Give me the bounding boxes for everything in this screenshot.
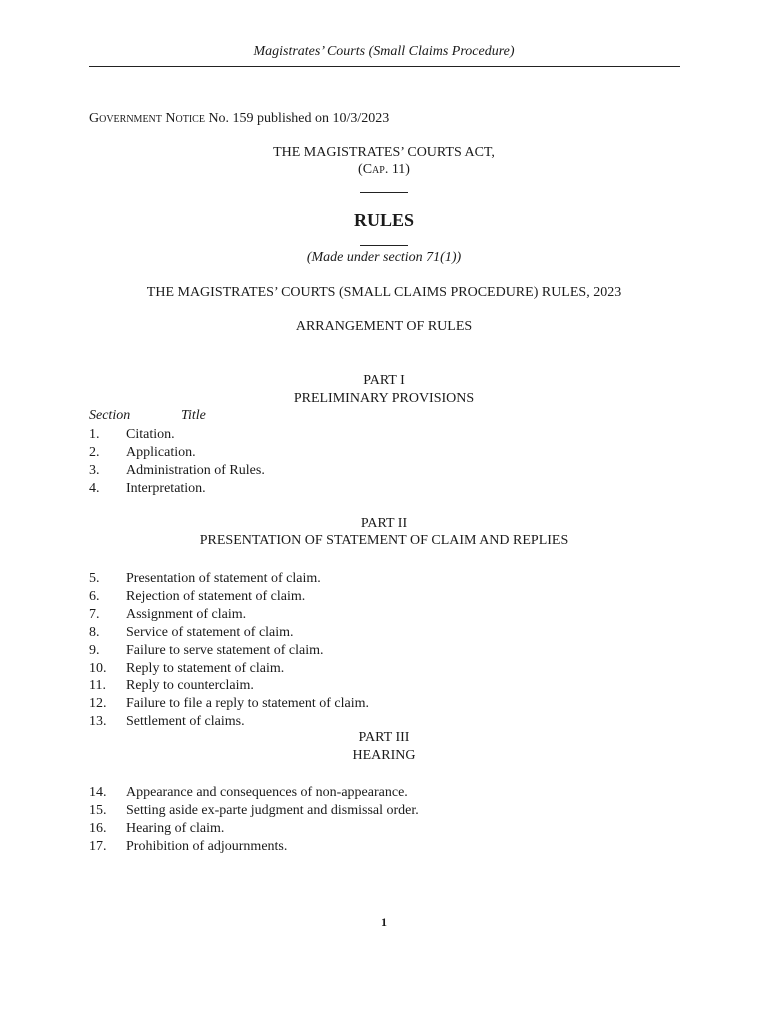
rule-title: Failure to serve statement of claim. — [126, 642, 324, 658]
rule-title: Administration of Rules. — [126, 462, 265, 478]
rule-number: 13. — [89, 714, 107, 730]
rule-number: 5. — [89, 571, 100, 586]
rule-item — [89, 588, 369, 606]
rule-title: Hearing of claim. — [126, 820, 225, 836]
rule-item — [89, 713, 369, 731]
rule-item — [89, 784, 419, 802]
rule-title: Interpretation. — [126, 480, 206, 496]
rule-title: Service of statement of claim. — [126, 624, 294, 640]
rule-number: 4. — [89, 480, 100, 496]
rule-number: 14. — [89, 785, 107, 800]
rule-title: Application. — [126, 444, 196, 460]
rule-item — [89, 802, 419, 820]
cap-open: ( — [358, 162, 363, 177]
rule-item — [89, 480, 265, 498]
rule-item — [89, 426, 265, 444]
part-number: PART II — [360, 516, 408, 531]
rule-title: Prohibition of adjournments. — [126, 838, 288, 854]
running-header: Magistrates’ Courts (Small Claims Procedure) — [253, 44, 515, 59]
rule-number: 6. — [89, 588, 100, 604]
part-title: HEARING — [352, 748, 416, 763]
rule-number: 1. — [89, 427, 100, 442]
cap-rest: . 11) — [384, 162, 410, 177]
rule-title: Citation. — [126, 427, 175, 442]
rule-number: 9. — [89, 642, 100, 658]
rule-list — [89, 570, 369, 731]
rule-item — [89, 444, 265, 462]
notice-details: No. 159 published on 10/3/2023 — [208, 111, 390, 126]
rule-item — [89, 820, 419, 838]
rule-list — [89, 784, 419, 856]
rule-title: Reply to counterclaim. — [126, 678, 254, 694]
short-divider — [360, 192, 408, 193]
rule-title: Rejection of statement of claim. — [126, 588, 306, 604]
made-under-section: (Made under section 71(1)) — [306, 250, 462, 265]
act-title: THE MAGISTRATES’ COURTS ACT, — [273, 145, 495, 160]
rule-title: Setting aside ex-parte judgment and dismissal order. — [126, 802, 419, 818]
rule-item — [89, 624, 369, 642]
rule-item — [89, 677, 369, 695]
column-headers — [89, 408, 206, 424]
section-column-header: Section — [89, 408, 131, 423]
rule-number: 7. — [89, 606, 100, 622]
short-divider — [360, 245, 408, 246]
cap-label: Cap — [362, 162, 385, 177]
rule-number: 12. — [89, 696, 107, 712]
rule-item — [89, 660, 369, 678]
rule-item — [89, 695, 369, 713]
rule-item — [89, 606, 369, 624]
rule-title: Assignment of claim. — [126, 606, 247, 622]
rules-heading: RULES — [353, 210, 415, 230]
rule-title: Failure to file a reply to statement of claim. — [126, 696, 369, 712]
rule-item — [89, 838, 419, 856]
header-divider — [89, 66, 680, 67]
rule-title: Settlement of claims. — [126, 714, 245, 730]
page-number: 1 — [381, 915, 387, 929]
rule-number: 10. — [89, 660, 107, 676]
rule-list — [89, 426, 265, 498]
rule-number: 3. — [89, 462, 100, 478]
title-column-header: Title — [181, 408, 206, 423]
arrangement-heading: ARRANGEMENT OF RULES — [295, 319, 473, 334]
rule-number: 2. — [89, 444, 100, 460]
part-title: PRELIMINARY PROVISIONS — [293, 391, 475, 406]
part-number: PART III — [358, 730, 410, 745]
part-title: PRESENTATION OF STATEMENT OF CLAIM AND REPLIES — [199, 533, 569, 548]
act-chapter — [0, 162, 768, 178]
rule-title: Appearance and consequences of non-appearance. — [126, 785, 408, 800]
rule-number: 11. — [89, 678, 106, 694]
rule-item — [89, 642, 369, 660]
rule-item — [89, 462, 265, 480]
rule-title: Reply to statement of claim. — [126, 660, 285, 676]
part-number: PART I — [363, 373, 405, 388]
rule-number: 15. — [89, 802, 107, 818]
government-notice — [89, 111, 389, 127]
rule-number: 8. — [89, 624, 100, 640]
rule-item — [89, 570, 369, 588]
rule-title: Presentation of statement of claim. — [126, 571, 321, 586]
rule-number: 16. — [89, 820, 107, 836]
rule-number: 17. — [89, 838, 107, 854]
rules-title: THE MAGISTRATES’ COURTS (SMALL CLAIMS PROCEDURE) RULES, 2023 — [146, 285, 622, 300]
notice-prefix: Government Notice — [89, 111, 205, 126]
